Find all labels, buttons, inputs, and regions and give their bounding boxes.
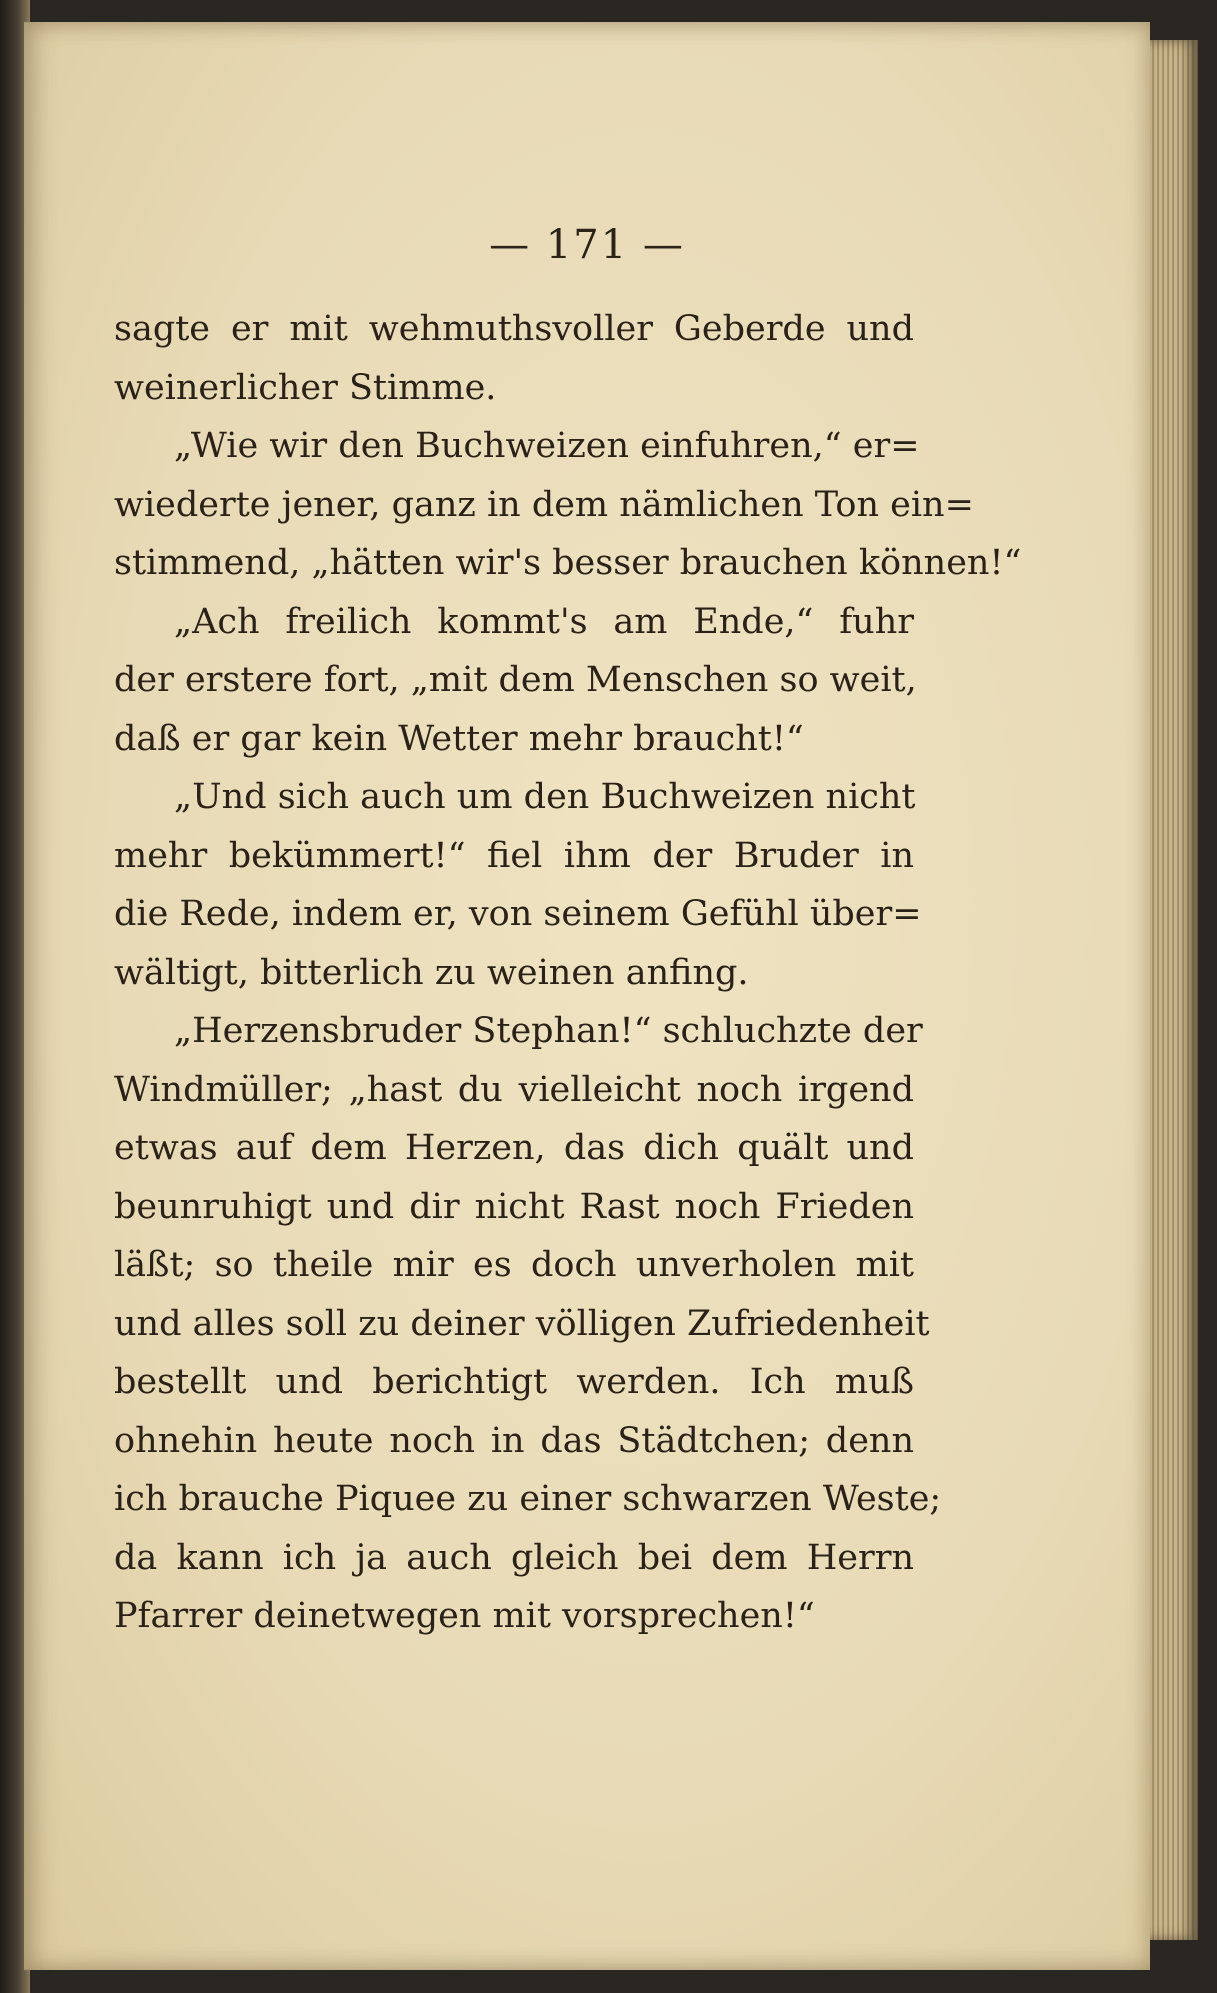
text-line: Pfarrer deinetwegen mit vorsprechen!“ [114,1596,815,1636]
text-line: bestellt und berichtigt werden. Ich muß [114,1362,914,1402]
text-line: da kann ich ja auch gleich bei dem Herrn [114,1537,914,1578]
text-line: ich brauche Piquee zu einer schwarzen Weste; [114,1479,942,1519]
text-line: mehr bekümmert!“ fiel ihm der Bruder in [114,835,914,876]
text-body [114,300,1022,1646]
text-line: stimmend, „hätten wir's besser brauchen können!“ [114,543,1022,583]
text-line: weinerlicher Stimme. [114,367,497,408]
text-line: und alles soll zu deiner völligen Zufriedenheit [114,1303,930,1344]
text-line: „Herzensbruder Stephan!“ schluchzte der [174,1011,923,1051]
text-line: die Rede, indem er, von seinem Gefühl über= [114,894,922,934]
text-line: etwas auf dem Herzen, das dich quält und [114,1128,914,1168]
text-line: „Und sich auch um den Buchweizen nicht [174,777,916,817]
text-line: „Wie wir den Buchweizen einfuhren,“ er= [174,426,920,466]
text-line: „Ach freilich kommt's am Ende,“ fuhr [174,601,914,642]
text-line: sagte er mit wehmuthsvoller Geberde und [114,309,914,349]
text-line: ohnehin heute noch in das Städtchen; denn [114,1420,914,1461]
text-line: Windmüller; „hast du vielleicht noch irgend [114,1069,914,1110]
page-number: — 171 — [489,222,685,268]
page-edges [1150,40,1198,1940]
text-line: beunruhigt und dir nicht Rast noch Frieden [114,1186,914,1227]
text-line: der erstere fort, „mit dem Menschen so weit, [114,660,917,700]
text-line: wiederte jener, ganz in dem nämlichen Ton ein= [114,484,974,525]
text-line: wältigt, bitterlich zu weinen anfing. [114,952,749,993]
book-page [24,22,1150,1970]
text-line: daß er gar kein Wetter mehr braucht!“ [114,718,804,759]
text-line: läßt; so theile mir es doch unverholen mit [114,1245,914,1285]
